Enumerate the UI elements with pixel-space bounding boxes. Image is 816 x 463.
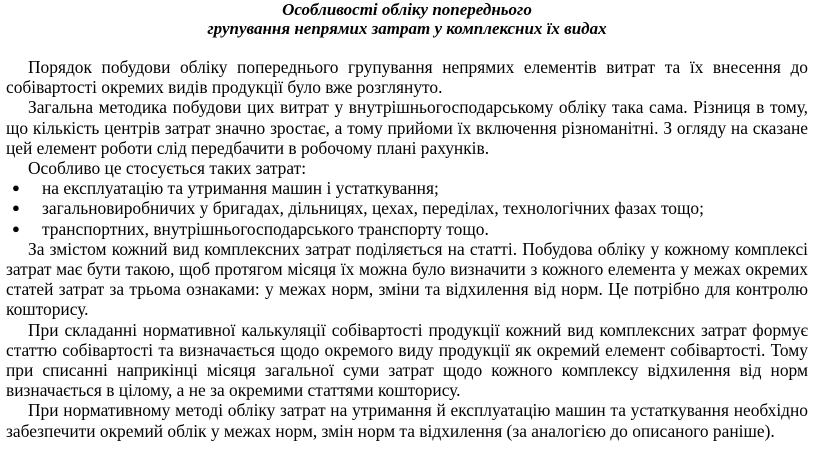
list-item bbox=[6, 178, 808, 198]
list-item-text: загальновиробничих у бригадах, дільницях, цехах, переділах, технологічних фазах тощо; bbox=[42, 198, 704, 219]
paragraph-normative-costing: При складанні нормативної калькуляції собівартості продукції кожний вид комплексних затрат формує статтю собівартості та визначається щодо окремого виду продукції як окремий елемент собівартості. Тому при списанні наприкінці місяця загальної суми затрат щодо кожного комплексу відхилення від норм визначається в цілому, а не за окремими статтями кошторису. bbox=[6, 319, 808, 401]
title-spacer bbox=[6, 38, 808, 57]
bullet-icon: ● bbox=[12, 180, 20, 196]
list-item bbox=[6, 198, 808, 218]
paragraph-cost-articles: За змістом кожний вид комплексних затрат поділяється на статті. Побудова обліку у кожному комплексі затрат має бути такою, щоб протягом місяця їх можна було визначити з кожного елемента у межах окремих статей затрат за трьома ознаками: у межах норм, зміни та відхилення від норм. Це потрібно для контролю кошторису. bbox=[6, 238, 808, 320]
list-item-text: на експлуатацію та утримання машин і устаткування; bbox=[42, 178, 439, 199]
list-item-text: транспортних, внутрішньогосподарського транспорту тощо. bbox=[42, 218, 489, 239]
paragraph-machine-costs: При нормативному методі обліку затрат на утримання й експлуатацію машин та устаткування необхідно забезпечити окремий облік у межах норм, змін норм та відхилення (за аналогією до описаного раніше). bbox=[6, 400, 808, 441]
title-line-1: Особливості обліку попереднього bbox=[282, 0, 532, 19]
bullet-icon: ● bbox=[12, 200, 20, 216]
title-line-2: групування непрямих затрат у комплексних їх видах bbox=[207, 19, 607, 38]
document-title bbox=[6, 0, 808, 38]
cost-types-list bbox=[6, 178, 808, 239]
paragraph-methodology: Загальна методика побудови цих витрат у внутрішньогосподарському обліку така сама. Різниця в тому, що кількість центрів затрат значно зростає, а тому прийоми їх включення різноманітні. З огляду на сказане цей елемент роботи слід передбачити в робочому плані рахунків. bbox=[6, 97, 808, 158]
paragraph-list-lead: Особливо це стосується таких затрат: bbox=[28, 158, 307, 179]
paragraph-intro: Порядок побудови обліку попереднього групування непрямих елементів витрат та їх внесення до собівартості окремих видів продукції було вже розглянуто. bbox=[6, 57, 808, 98]
list-item bbox=[6, 219, 808, 239]
bullet-icon: ● bbox=[12, 220, 20, 236]
